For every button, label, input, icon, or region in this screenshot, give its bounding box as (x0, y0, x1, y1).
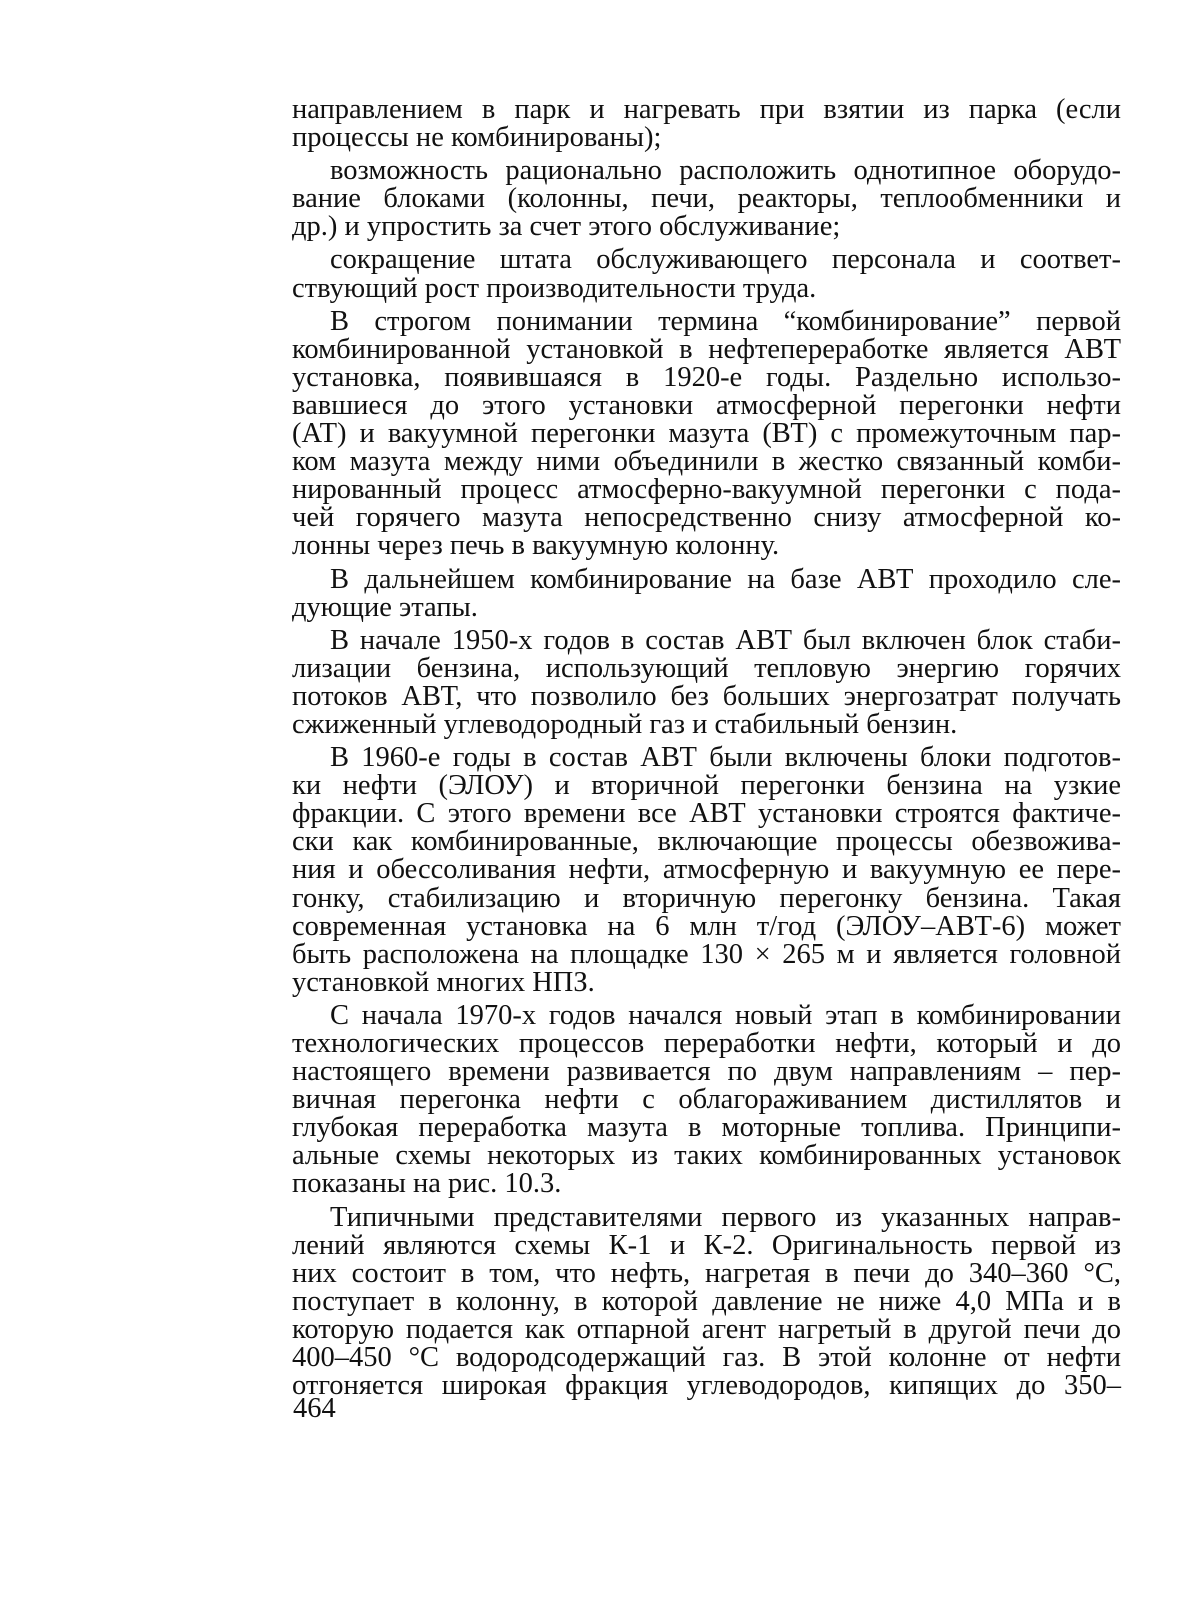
text-line: установка, появившаяся в 1920-е годы. Раздельно использо- (292, 361, 1121, 393)
text-line: дующие этапы. (292, 591, 478, 623)
text-line: сжиженный углеводородный газ и стабильный бензин. (292, 708, 958, 740)
paragraph (292, 246, 1121, 302)
text-line: вание блоками (колонны, печи, реакторы, теплообменники и (292, 183, 1121, 215)
text-line: установкой многих НПЗ. (292, 966, 595, 998)
text-line: поступает в колонну, в которой давление не ниже 4,0 МПа и в (292, 1285, 1121, 1317)
text-line: технологических процессов переработки нефти, который и до (292, 1028, 1121, 1059)
text-line: современная установка на 6 млн т/год (ЭЛОУ–АВТ-6) может (292, 910, 1121, 942)
text-line: лений являются схемы К-1 и К-2. Оригинальность первой из (292, 1229, 1121, 1261)
text-line: настоящего времени развивается по двум направлениям – пер- (292, 1056, 1121, 1088)
text-line: лизации бензина, использующий тепловую энергию горячих (292, 652, 1121, 684)
paragraph (292, 157, 1121, 241)
text-line: альные схемы некоторых из таких комбинированных установок (292, 1140, 1121, 1172)
paragraph (292, 563, 1121, 623)
text-line: потоков АВТ, что позволило без больших энергозатрат получать (292, 680, 1121, 712)
text-line: ки нефти (ЭЛОУ) и вторичной перегонки бензина на узкие (292, 770, 1121, 802)
text-line: др.) и упростить за счет этого обслуживание; (292, 211, 841, 243)
paragraph (292, 624, 1121, 740)
text-line: В 1960-е годы в состав АВТ были включены блоки подготов- (330, 742, 1121, 774)
text-line: В начале 1950-х годов в состав АВТ был включен блок стаби- (330, 624, 1121, 656)
text-line: фракции. С этого времени все АВТ установки строятся фактиче- (292, 798, 1121, 830)
text-line: ствующий рост производительности труда. (292, 272, 817, 304)
text-line: чей горячего мазута непосредственно снизу атмосферной ко- (292, 502, 1121, 534)
page-text (292, 96, 1121, 1405)
text-line: Типичными представителями первого из указанных направ- (330, 1201, 1121, 1233)
text-line: быть расположена на площадке 130 × 265 м и является головной (292, 938, 1121, 970)
paragraph (292, 96, 1121, 152)
text-line: отгоняется широкая фракция углеводородов, кипящих до 350– (292, 1370, 1121, 1402)
text-line: вавшиеся до этого установки атмосферной перегонки нефти (292, 389, 1121, 421)
text-line: глубокая переработка мазута в моторные топлива. Принципи- (292, 1112, 1121, 1144)
text-line: сокращение штата обслуживающего персонала и соответ- (330, 244, 1121, 276)
text-line: С начала 1970-х годов начался новый этап в комбинировании (330, 999, 1121, 1031)
text-line: гонку, стабилизацию и вторичную перегонку бензина. Такая (292, 882, 1121, 914)
text-line: показаны на рис. 10.3. (292, 1168, 562, 1200)
text-line: лонны через печь в вакуумную колонну. (292, 530, 780, 562)
paragraph (292, 999, 1121, 1200)
text-line: ски как комбинированные, включающие процессы обезвожива- (292, 826, 1121, 858)
text-line: 400–450 °С водородсодержащий газ. В этой колонне от нефти (292, 1342, 1121, 1374)
text-line: направлением в парк и нагревать при взятии из парка (если (292, 94, 1121, 125)
text-line: процессы не комбинированы); (292, 122, 662, 154)
paragraph (292, 744, 1121, 997)
text-line: комбинированной установкой в нефтепереработке является АВТ (292, 333, 1121, 365)
text-line: них состоит в том, что нефть, нагретая в печи до 340–360 °С, (292, 1257, 1121, 1289)
text-line: которую подается как отпарной агент нагретый в другой печи до (292, 1313, 1121, 1345)
text-line: ком мазута между ними объединили в жестко связанный комби- (292, 446, 1121, 478)
text-line: (АТ) и вакуумной перегонки мазута (ВТ) с промежуточным пар- (292, 418, 1121, 450)
text-line: нированный процесс атмосферно-вакуумной перегонки с пода- (292, 474, 1121, 506)
paragraph (292, 1201, 1121, 1402)
page-number: 464 (293, 1393, 336, 1424)
paragraph (292, 305, 1121, 562)
text-line: В дальнейшем комбинирование на базе АВТ проходило сле- (330, 563, 1121, 595)
text-line: ния и обессоливания нефти, атмосферную и вакуумную ее пере- (292, 854, 1121, 886)
text-line: В строгом понимании термина “комбинирование” первой (330, 305, 1121, 337)
text-line: возможность рационально расположить однотипное оборудо- (330, 155, 1121, 187)
text-line: вичная перегонка нефти с облагораживанием дистиллятов и (292, 1084, 1121, 1116)
